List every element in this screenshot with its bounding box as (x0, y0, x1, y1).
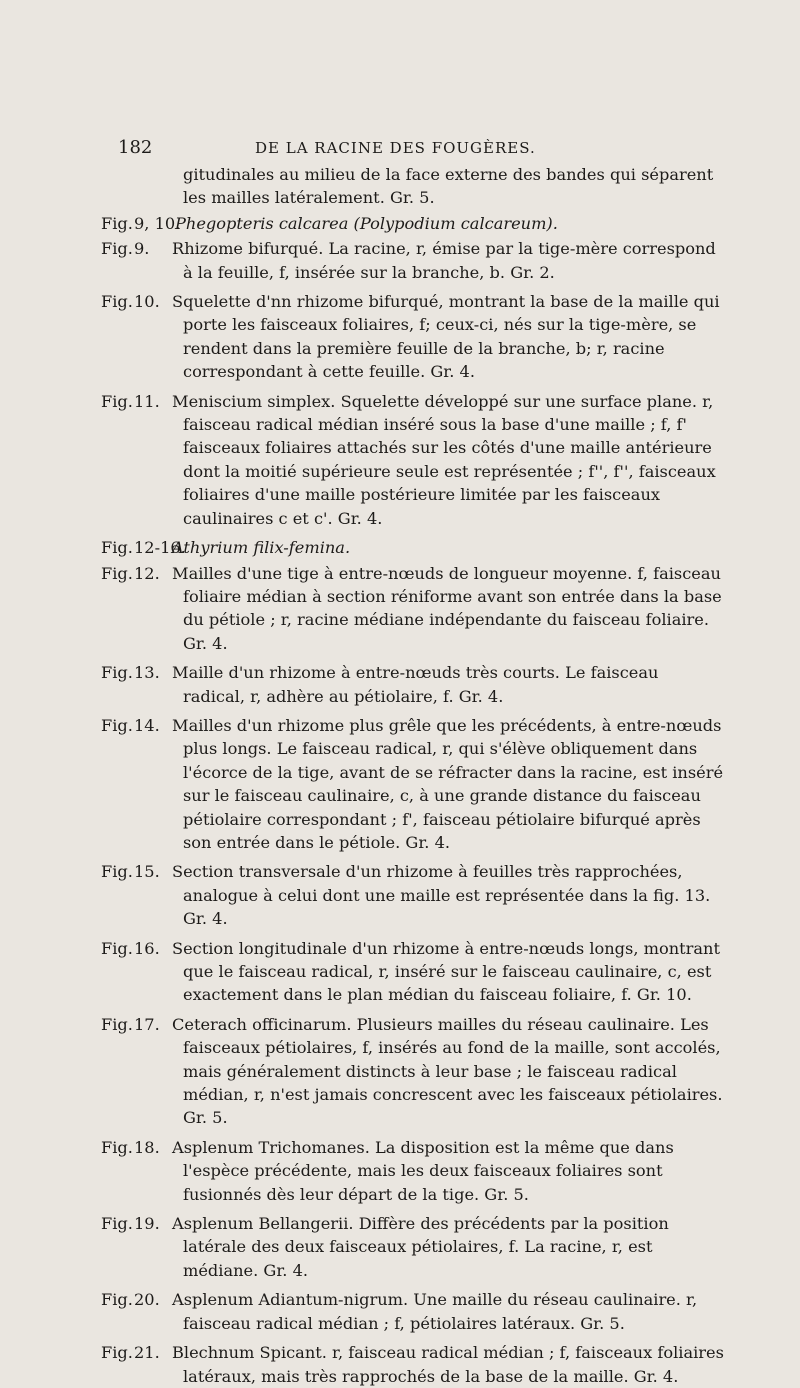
legend-entry (0, 937, 800, 1007)
legend-entry (0, 237, 800, 284)
fig-label: Fig. (101, 538, 133, 558)
fig-label: Fig. (101, 213, 133, 233)
legend-entry (0, 562, 800, 656)
fig-number: 14. (134, 715, 160, 735)
legend-text: Section longitudinale d'un rhizome à entre-nœuds longs, montrant que le faisceau radical, r, inséré sur le faisceau caulinaire, c, est exactement dans le plan médian du faisceau foliaire, f. Gr. 10. (172, 938, 720, 1005)
legend-entry (0, 1341, 800, 1388)
legend-entry (0, 536, 800, 559)
legend-entry (0, 212, 800, 235)
legend-text: Meniscium simplex. Squelette développé sur une surface plane. r, faisceau radical médian inséré sous la base d'une maille ; f, f' faisceaux foliaires attachés sur les côtés d'une maille antérieure dont la moitié supérieure seule est représentée ; f'', f'', faisceaux foliaires d'une maille postérieure limitée par les faisceaux caulinaires c et c'. Gr. 4. (172, 391, 716, 528)
legend-entry (0, 714, 800, 854)
fig-number: 9, 10. (134, 213, 181, 233)
legend-text: Ceterach officinarum. Plusieurs mailles du réseau caulinaire. Les faisceaux pétiolaires, f, insérés au fond de la maille, sont accolés, mais généralement distincts à leur base ; le faisceau radical médian, r, n'est jamais concrescent avec les faisceaux pétiolaires. Gr. 5. (172, 1014, 723, 1128)
fig-number: 15. (134, 862, 160, 882)
legend-text: Asplenum Trichomanes. La disposition est la même que dans l'espèce précédente, mais les deux faisceaux foliaires sont fusionnés dès leur départ de la tige. Gr. 5. (172, 1137, 674, 1204)
legend-entry (0, 1212, 800, 1282)
legend-text: Rhizome bifurqué. La racine, r, émise par la tige-mère correspond à la feuille, f, insérée sur la branche, b. Gr. 2. (172, 239, 716, 282)
legend-text: gitudinales au milieu de la face externe des bandes qui séparent les mailles latéralement. Gr. 5. (183, 165, 714, 208)
legend-entry (0, 290, 800, 384)
legend-text: Asplenum Adiantum-nigrum. Une maille du réseau caulinaire. r, faisceau radical médian ; f, pétiolaires latéraux. Gr. 5. (172, 1290, 698, 1333)
figure-legend-list (0, 163, 800, 1388)
fig-label: Fig. (101, 1014, 133, 1034)
fig-number: 20. (134, 1290, 160, 1310)
fig-label: Fig. (101, 1137, 133, 1157)
fig-number: 13. (134, 663, 160, 683)
fig-number: 17. (134, 1014, 160, 1034)
legend-text: Mailles d'un rhizome plus grêle que les précédents, à entre-nœuds plus longs. Le faisceau radical, r, qui s'élève obliquement dans l'écorce de la tige, avant de se réfracter dans la racine, est inséré sur le faisceau caulinaire, c, à une grande distance du faisceau pétiolaire correspondant ; f', faisceau pétiolaire bifurqué après son entrée dans le pétiole. Gr. 4. (172, 715, 724, 852)
fig-label: Fig. (101, 663, 133, 683)
legend-text: Mailles d'une tige à entre-nœuds de longueur moyenne. f, faisceau foliaire médian à section réniforme avant son entrée dans la base du pétiole ; r, racine médiane indépendante du faisceau foliaire. Gr. 4. (172, 563, 722, 653)
legend-entry (0, 860, 800, 930)
fig-label: Fig. (101, 391, 133, 411)
legend-text: Phegopteris calcarea (Polypodium calcareum). (175, 213, 558, 233)
page-number: 182 (118, 137, 153, 158)
running-title: DE LA RACINE DES FOUGÈRES. (255, 139, 536, 157)
fig-number: 12-16. (134, 538, 186, 558)
legend-entry (0, 1288, 800, 1335)
legend-entry (0, 390, 800, 530)
fig-number: 16. (134, 938, 160, 958)
legend-text: Section transversale d'un rhizome à feuilles très rapprochées, analogue à celui dont une maille est représentée dans la fig. 13. Gr. 4. (172, 862, 711, 929)
fig-label: Fig. (101, 292, 133, 312)
legend-text: Athyrium filix-femina. (172, 538, 351, 558)
legend-text: Blechnum Spicant. r, faisceau radical médian ; f, faisceaux foliaires latéraux, mais très rapprochés de la base de la maille. Gr. 4. (172, 1343, 724, 1386)
fig-number: 11. (134, 391, 160, 411)
fig-number: 19. (134, 1214, 160, 1234)
fig-number: 21. (134, 1343, 160, 1363)
fig-label: Fig. (101, 563, 133, 583)
fig-label: Fig. (101, 1214, 133, 1234)
legend-entry (0, 661, 800, 708)
fig-label: Fig. (101, 1343, 133, 1363)
legend-entry (0, 163, 800, 210)
legend-text: Asplenum Bellangerii. Diffère des précédents par la position latérale des deux faisceaux pétiolaires, f. La racine, r, est médiane. Gr. 4. (172, 1214, 669, 1280)
legend-text: Squelette d'nn rhizome bifurqué, montrant la base de la maille qui porte les faisceaux foliaires, f; ceux-ci, nés sur la tige-mère, se rendent dans la première feuille de la branche, b; r, racine correspondant à cette feuille. Gr. 4. (172, 292, 720, 382)
legend-text: Maille d'un rhizome à entre-nœuds très courts. Le faisceau radical, r, adhère au pétiolaire, f. Gr. 4. (172, 663, 659, 706)
legend-entry (0, 1013, 800, 1130)
fig-label: Fig. (101, 1290, 133, 1310)
legend-entry (0, 1136, 800, 1206)
fig-number: 18. (134, 1137, 160, 1157)
fig-number: 10. (134, 292, 160, 312)
fig-label: Fig. (101, 938, 133, 958)
fig-label: Fig. (101, 239, 133, 259)
fig-number: 12. (134, 563, 160, 583)
fig-number: 9. (134, 239, 150, 259)
page-header (108, 137, 718, 161)
fig-label: Fig. (101, 715, 133, 735)
fig-label: Fig. (101, 862, 133, 882)
